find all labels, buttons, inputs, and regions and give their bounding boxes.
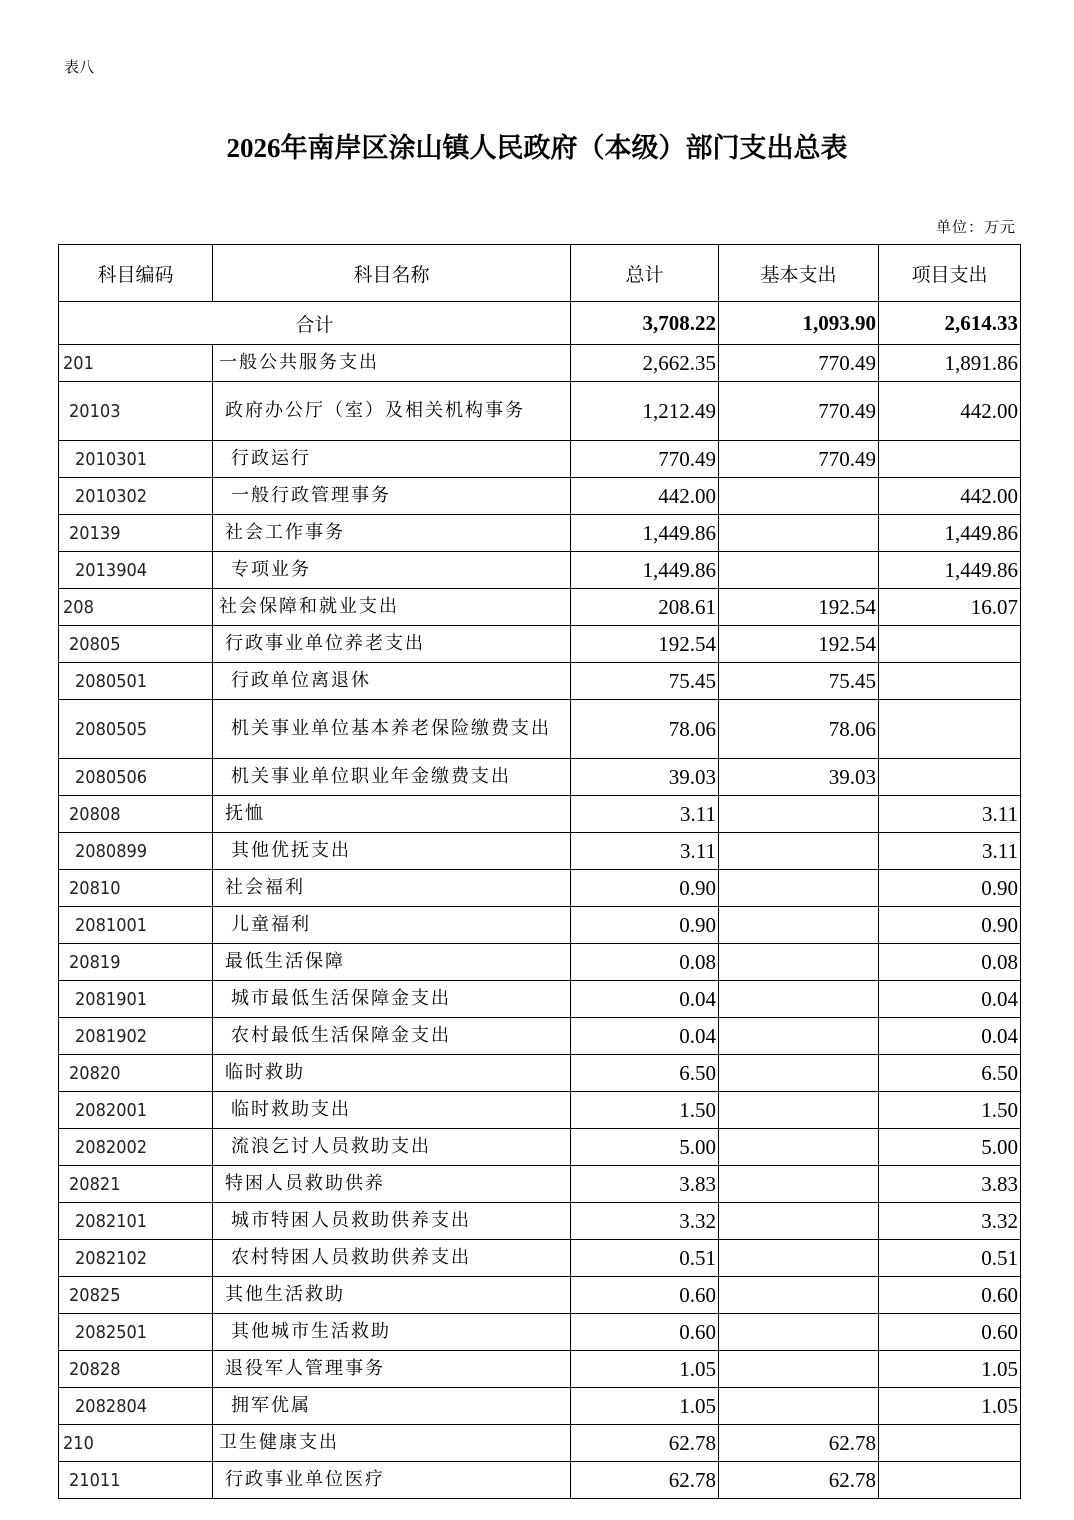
table-row	[59, 1425, 1021, 1462]
cell-total: 0.90	[571, 907, 719, 944]
table-row	[59, 1203, 1021, 1240]
cell-project: 1.05	[879, 1351, 1021, 1388]
cell-total: 5.00	[571, 1129, 719, 1166]
table-row	[59, 589, 1021, 626]
cell-code: 20825	[59, 1277, 213, 1314]
cell-name: 其他城市生活救助	[213, 1314, 571, 1351]
cell-name: 退役军人管理事务	[213, 1351, 571, 1388]
cell-basic	[719, 833, 879, 870]
cell-total: 1.05	[571, 1351, 719, 1388]
document-tag: 表八	[64, 58, 95, 76]
cell-name: 特困人员救助供养	[213, 1166, 571, 1203]
cell-basic	[719, 515, 879, 552]
cell-code: 20821	[59, 1166, 213, 1203]
cell-code: 20805	[59, 626, 213, 663]
header-row	[59, 245, 1021, 302]
cell-project: 0.51	[879, 1240, 1021, 1277]
cell-code: 2082102	[59, 1240, 213, 1277]
cell-basic: 770.49	[719, 382, 879, 441]
cell-total: 2,662.35	[571, 345, 719, 382]
table-row	[59, 981, 1021, 1018]
cell-project	[879, 626, 1021, 663]
cell-project: 0.60	[879, 1277, 1021, 1314]
cell-total: 1.05	[571, 1388, 719, 1425]
page-title: 2026年南岸区涂山镇人民政府（本级）部门支出总表	[226, 133, 848, 163]
cell-basic	[719, 1018, 879, 1055]
cell-code: 20828	[59, 1351, 213, 1388]
cell-basic	[719, 1277, 879, 1314]
table-row	[59, 626, 1021, 663]
table-row	[59, 907, 1021, 944]
cell-basic	[719, 1166, 879, 1203]
cell-code: 20808	[59, 796, 213, 833]
cell-name: 专项业务	[213, 552, 571, 589]
table-row	[59, 796, 1021, 833]
cell-project: 1,449.86	[879, 515, 1021, 552]
cell-basic	[719, 944, 879, 981]
cell-name: 政府办公厅（室）及相关机构事务	[213, 382, 571, 441]
cell-basic: 39.03	[719, 759, 879, 796]
cell-name: 行政事业单位医疗	[213, 1462, 571, 1499]
cell-name: 流浪乞讨人员救助支出	[213, 1129, 571, 1166]
cell-code: 2082804	[59, 1388, 213, 1425]
table-row	[59, 1240, 1021, 1277]
cell-total: 3.11	[571, 796, 719, 833]
cell-project: 1,891.86	[879, 345, 1021, 382]
cell-code: 2082501	[59, 1314, 213, 1351]
cell-total: 442.00	[571, 478, 719, 515]
cell-basic	[719, 1351, 879, 1388]
cell-code: 208	[59, 589, 213, 626]
table-row	[59, 833, 1021, 870]
cell-name: 农村最低生活保障金支出	[213, 1018, 571, 1055]
cell-project: 442.00	[879, 382, 1021, 441]
cell-basic: 192.54	[719, 626, 879, 663]
cell-project: 3.32	[879, 1203, 1021, 1240]
cell-total: 208.61	[571, 589, 719, 626]
table-row	[59, 870, 1021, 907]
cell-basic: 770.49	[719, 345, 879, 382]
cell-total: 1,449.86	[571, 552, 719, 589]
cell-code: 210	[59, 1425, 213, 1462]
table-row	[59, 345, 1021, 382]
cell-project: 6.50	[879, 1055, 1021, 1092]
cell-basic	[719, 796, 879, 833]
cell-project: 1.50	[879, 1092, 1021, 1129]
cell-name: 最低生活保障	[213, 944, 571, 981]
table-row	[59, 1055, 1021, 1092]
cell-basic	[719, 1092, 879, 1129]
cell-name: 城市特困人员救助供养支出	[213, 1203, 571, 1240]
cell-project: 1,449.86	[879, 552, 1021, 589]
cell-project	[879, 700, 1021, 759]
cell-basic	[719, 870, 879, 907]
cell-name: 临时救助支出	[213, 1092, 571, 1129]
cell-total: 1.50	[571, 1092, 719, 1129]
cell-total: 0.90	[571, 870, 719, 907]
cell-code: 2082002	[59, 1129, 213, 1166]
cell-name: 社会工作事务	[213, 515, 571, 552]
cell-project: 0.08	[879, 944, 1021, 981]
total-row	[59, 302, 1021, 345]
cell-total: 1,212.49	[571, 382, 719, 441]
cell-total: 75.45	[571, 663, 719, 700]
cell-basic	[719, 1240, 879, 1277]
cell-basic	[719, 552, 879, 589]
cell-name: 行政事业单位养老支出	[213, 626, 571, 663]
cell-basic: 192.54	[719, 589, 879, 626]
header-name: 科目名称	[213, 245, 571, 302]
cell-name: 其他优抚支出	[213, 833, 571, 870]
header-code: 科目编码	[59, 245, 213, 302]
table-row	[59, 1018, 1021, 1055]
cell-name: 机关事业单位职业年金缴费支出	[213, 759, 571, 796]
cell-total: 1,449.86	[571, 515, 719, 552]
cell-code: 2082101	[59, 1203, 213, 1240]
cell-total: 6.50	[571, 1055, 719, 1092]
unit-label: 单位：万元	[935, 218, 1016, 236]
cell-name: 其他生活救助	[213, 1277, 571, 1314]
table-row	[59, 1129, 1021, 1166]
cell-code: 2081902	[59, 1018, 213, 1055]
cell-basic	[719, 478, 879, 515]
table-row	[59, 441, 1021, 478]
cell-basic	[719, 1388, 879, 1425]
cell-project: 0.04	[879, 981, 1021, 1018]
cell-project: 0.90	[879, 870, 1021, 907]
cell-project: 3.83	[879, 1166, 1021, 1203]
cell-total: 0.60	[571, 1277, 719, 1314]
cell-project	[879, 1462, 1021, 1499]
cell-basic: 75.45	[719, 663, 879, 700]
cell-basic: 62.78	[719, 1462, 879, 1499]
cell-name: 机关事业单位基本养老保险缴费支出	[213, 700, 571, 759]
table-row	[59, 759, 1021, 796]
cell-code: 2081001	[59, 907, 213, 944]
cell-total: 0.08	[571, 944, 719, 981]
table-row	[59, 700, 1021, 759]
cell-name: 农村特困人员救助供养支出	[213, 1240, 571, 1277]
cell-code: 2010301	[59, 441, 213, 478]
cell-project: 3.11	[879, 833, 1021, 870]
cell-name: 城市最低生活保障金支出	[213, 981, 571, 1018]
cell-total: 62.78	[571, 1462, 719, 1499]
header-total: 总计	[571, 245, 719, 302]
cell-project	[879, 759, 1021, 796]
cell-name: 拥军优属	[213, 1388, 571, 1425]
cell-code: 2080501	[59, 663, 213, 700]
table-row	[59, 1462, 1021, 1499]
cell-code: 2081901	[59, 981, 213, 1018]
table-row	[59, 1388, 1021, 1425]
cell-code: 20103	[59, 382, 213, 441]
table-row	[59, 1092, 1021, 1129]
cell-basic	[719, 1055, 879, 1092]
total-label: 合计	[59, 302, 571, 345]
cell-code: 2010302	[59, 478, 213, 515]
cell-total: 0.51	[571, 1240, 719, 1277]
cell-name: 儿童福利	[213, 907, 571, 944]
cell-total: 0.04	[571, 981, 719, 1018]
cell-total: 770.49	[571, 441, 719, 478]
expenditure-table	[58, 244, 1021, 1499]
cell-name: 行政运行	[213, 441, 571, 478]
table-row	[59, 1314, 1021, 1351]
cell-total: 3.11	[571, 833, 719, 870]
table-row	[59, 663, 1021, 700]
cell-project	[879, 663, 1021, 700]
cell-total: 0.04	[571, 1018, 719, 1055]
cell-name: 社会保障和就业支出	[213, 589, 571, 626]
cell-name: 行政单位离退休	[213, 663, 571, 700]
table-row	[59, 515, 1021, 552]
cell-code: 2013904	[59, 552, 213, 589]
cell-code: 2080505	[59, 700, 213, 759]
cell-name: 抚恤	[213, 796, 571, 833]
cell-project: 1.05	[879, 1388, 1021, 1425]
cell-total: 192.54	[571, 626, 719, 663]
header-project: 项目支出	[879, 245, 1021, 302]
cell-total: 3.32	[571, 1203, 719, 1240]
cell-project: 0.90	[879, 907, 1021, 944]
cell-code: 20820	[59, 1055, 213, 1092]
cell-name: 一般行政管理事务	[213, 478, 571, 515]
cell-project: 3.11	[879, 796, 1021, 833]
header-basic: 基本支出	[719, 245, 879, 302]
cell-project: 0.60	[879, 1314, 1021, 1351]
cell-total: 39.03	[571, 759, 719, 796]
table-row	[59, 478, 1021, 515]
cell-code: 201	[59, 345, 213, 382]
cell-basic	[719, 1314, 879, 1351]
cell-code: 20819	[59, 944, 213, 981]
cell-project	[879, 441, 1021, 478]
cell-total: 3.83	[571, 1166, 719, 1203]
cell-project: 442.00	[879, 478, 1021, 515]
cell-name: 社会福利	[213, 870, 571, 907]
cell-name: 临时救助	[213, 1055, 571, 1092]
total-basic: 1,093.90	[719, 302, 879, 345]
table-row	[59, 1166, 1021, 1203]
cell-code: 21011	[59, 1462, 213, 1499]
cell-basic: 62.78	[719, 1425, 879, 1462]
cell-total: 0.60	[571, 1314, 719, 1351]
cell-name: 卫生健康支出	[213, 1425, 571, 1462]
cell-total: 62.78	[571, 1425, 719, 1462]
total-total: 3,708.22	[571, 302, 719, 345]
table-row	[59, 944, 1021, 981]
cell-code: 2080899	[59, 833, 213, 870]
cell-code: 20810	[59, 870, 213, 907]
table-row	[59, 552, 1021, 589]
cell-code: 20139	[59, 515, 213, 552]
cell-basic: 770.49	[719, 441, 879, 478]
table-row	[59, 382, 1021, 441]
cell-basic	[719, 907, 879, 944]
cell-basic	[719, 981, 879, 1018]
cell-project: 5.00	[879, 1129, 1021, 1166]
table-row	[59, 1351, 1021, 1388]
cell-total: 78.06	[571, 700, 719, 759]
cell-basic	[719, 1129, 879, 1166]
cell-project: 0.04	[879, 1018, 1021, 1055]
cell-basic	[719, 1203, 879, 1240]
total-project: 2,614.33	[879, 302, 1021, 345]
cell-project: 16.07	[879, 589, 1021, 626]
table-row	[59, 1277, 1021, 1314]
cell-basic: 78.06	[719, 700, 879, 759]
cell-project	[879, 1425, 1021, 1462]
cell-code: 2082001	[59, 1092, 213, 1129]
cell-code: 2080506	[59, 759, 213, 796]
cell-name: 一般公共服务支出	[213, 345, 571, 382]
